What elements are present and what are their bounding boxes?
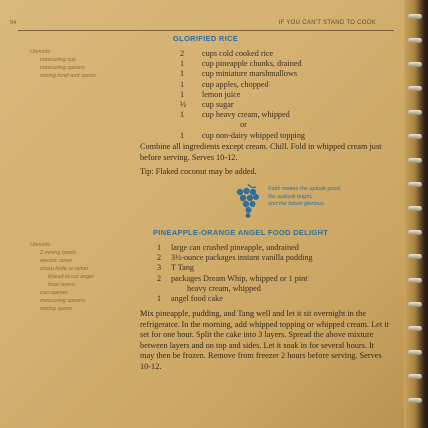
utensil-item: can opener — [40, 290, 68, 296]
utensil-item: 2 mixing bowls — [40, 250, 77, 256]
coil — [408, 86, 422, 91]
ingredient-row: 1 cup non-dairy whipped topping — [180, 130, 306, 140]
utensils-heading: Utensils: — [30, 49, 52, 55]
header-rule — [18, 30, 394, 31]
utensils-heading: Utensils: — [30, 242, 52, 248]
utensil-item: electric mixer — [40, 258, 73, 264]
ingredient-row: 1 angel food cake — [157, 294, 223, 304]
coil — [408, 230, 422, 235]
ingredient-row: 2 3½-ounce packages instant vanilla pudding — [157, 253, 313, 263]
coil — [408, 134, 422, 139]
ingredients-list-1 — [180, 49, 305, 141]
utensils-list-2 — [30, 241, 94, 313]
utensil-item: sharp knife or nylon — [40, 266, 88, 272]
ingredient-row: 1 cup heavy cream, whipped — [180, 110, 290, 120]
coil — [408, 302, 422, 307]
ingredient-row: 1 cup pineapple chunks, drained — [180, 59, 302, 69]
ingredient-or: or — [240, 120, 247, 130]
utensil-item: measuring cup — [40, 57, 77, 63]
coil — [408, 182, 422, 187]
page-number: 94 — [10, 20, 16, 26]
recipe-title-angel-food-delight: PINEAPPLE-ORANGE ANGEL FOOD DELIGHT — [153, 228, 329, 237]
utensils-list-1 — [30, 48, 96, 80]
ingredient-row: 1 cup miniature marshmallows — [180, 69, 298, 79]
coil — [408, 398, 422, 403]
utensil-item: food layers — [48, 282, 75, 288]
spiral-binding — [404, 0, 428, 428]
coil — [408, 350, 422, 355]
ingredient-row: 1 lemon juice — [180, 89, 241, 99]
ingredient-row: ½ cup sugar — [180, 100, 234, 110]
coil — [408, 206, 422, 211]
coil — [408, 374, 422, 379]
ingredient-row: 1 cup apples, chopped — [180, 79, 269, 89]
recipe-title-glorified-rice: GLORIFIED RICE — [173, 34, 239, 43]
ingredients-list-2 — [157, 243, 313, 304]
utensil-item: measuring spoons — [40, 65, 85, 71]
coil — [408, 38, 422, 43]
coil — [408, 110, 422, 115]
coil — [408, 254, 422, 259]
utensil-item: thread to cut angel — [48, 274, 94, 280]
ingredient-continuation: heavy cream, whipped — [187, 283, 261, 293]
ingredient-row: 2 packages Dream Whip, whipped or 1 pint — [157, 273, 308, 283]
ingredient-row: 2 cups cold cooked rice — [180, 49, 274, 58]
running-title: IF YOU CAN'T STAND TO COOK — [278, 20, 376, 26]
ingredient-row: 1 large can crushed pineapple, undrained — [157, 243, 299, 252]
coil — [408, 62, 422, 67]
utensil-item: mixing spoon — [40, 306, 73, 312]
coil — [408, 326, 422, 331]
coil — [408, 14, 422, 19]
ingredient-row: 3 T Tang — [157, 263, 195, 273]
coil — [408, 158, 422, 163]
directions-2: Mix pineapple, pudding, and Tang well and let it sit overnight in the refrigerator. In the morning, add whipped topping or whipped cream. Let it set for one hour. Split the cake into 3 layers. Spread the above mixture between layers and on top and sides. Let it soak in for several hours. It may then be frozen. Remove from freezer 2 hours before serving. Serves 10-12. — [140, 309, 389, 371]
coil — [408, 278, 422, 283]
directions-1: Combine all ingredients except cream. Chill. Fold in whipped cream just before serving. Serves 10-12. — [140, 142, 382, 162]
utensil-item: measuring spoons — [40, 298, 85, 304]
tip: Tip: Flaked coconut may be added. — [140, 167, 257, 176]
grapes-icon — [233, 183, 263, 219]
faith-quote: Faith makes the uplook good, the outlook bright, and the future glorious. — [268, 186, 342, 207]
utensil-item: mixing bowl and spoon — [40, 73, 96, 79]
